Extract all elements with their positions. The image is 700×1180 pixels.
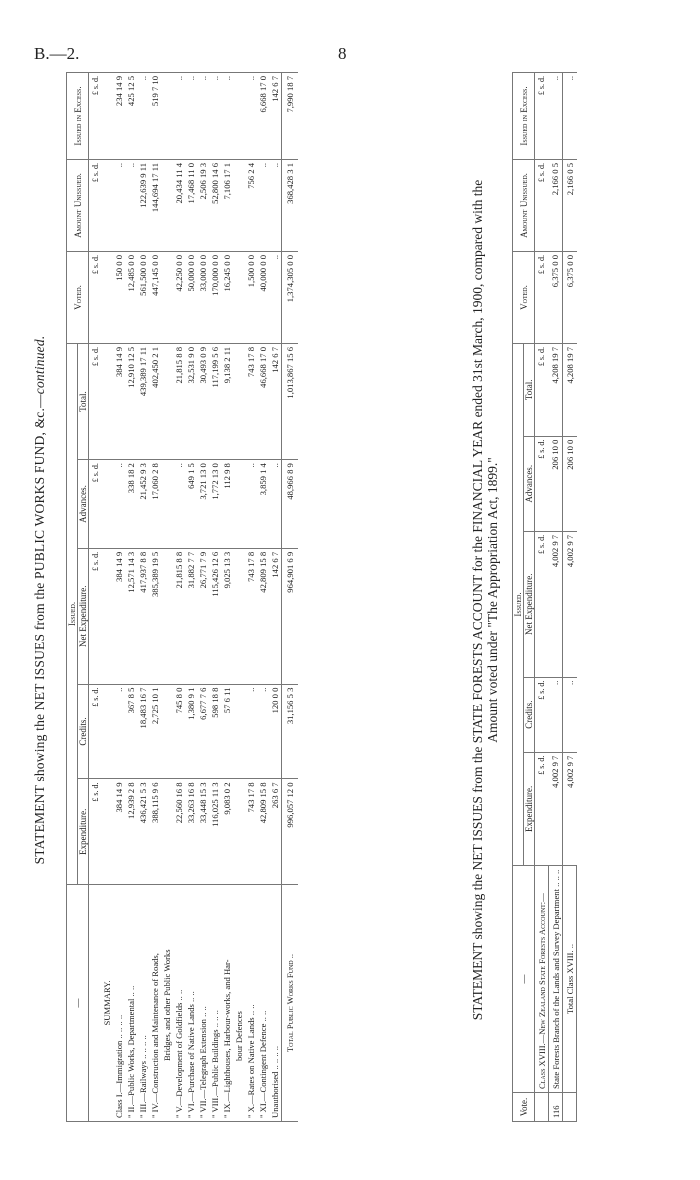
- col-voted: Voted.: [513, 252, 535, 344]
- cell-exc: ..: [173, 73, 185, 160]
- cell-adv: ..: [245, 460, 257, 549]
- cell-unis: 756 2 4: [245, 160, 257, 252]
- cell-voted: 150 0 0: [113, 252, 125, 344]
- table-row: [209, 73, 221, 1122]
- units: £ s. d.: [89, 252, 102, 344]
- cell-exp: [233, 779, 245, 885]
- cell-unis: 17,468 11 0: [185, 160, 197, 252]
- row-label: bour Defences: [233, 885, 245, 1122]
- page-ref: B.—2.: [34, 44, 80, 63]
- row-label: " IV.—Construction and Maintenance of Roads,: [149, 885, 161, 1122]
- cell-exc: 6,668 17 0: [257, 73, 269, 160]
- cell-voted: 1,500 0 0: [245, 252, 257, 344]
- cell-exc: ..: [185, 73, 197, 160]
- cell-unis: ..: [257, 160, 269, 252]
- row-label: State Forests Branch of the Lands and Survey Department .. .. ..: [549, 866, 563, 1093]
- total-cred: 31,156 5 3: [282, 684, 299, 779]
- cell-unis: 2,506 19 3: [197, 160, 209, 252]
- cell-exc: ..: [245, 73, 257, 160]
- cell-voted: 447,145 0 0: [149, 252, 161, 344]
- cell-voted: 6,375 0 0: [549, 252, 563, 344]
- table-row: [221, 73, 233, 1122]
- cell-net: 385,389 19 5: [149, 548, 161, 684]
- table-row: [185, 73, 197, 1122]
- cell-net: 384 14 9: [113, 548, 125, 684]
- cell-exp: 9,083 0 2: [221, 779, 233, 885]
- cell-excess: ..: [549, 73, 563, 160]
- cell-cred: 6,677 7 6: [197, 684, 209, 779]
- table-row: [197, 73, 209, 1122]
- cell-cred: 57 6 11: [221, 684, 233, 779]
- col-unissued: Amount Unissued.: [513, 160, 535, 252]
- cell-exp: 12,939 2 8: [125, 779, 137, 885]
- table-row: [137, 73, 149, 1122]
- cell-net: 12,571 14 3: [125, 548, 137, 684]
- cell-credits: ..: [549, 677, 563, 752]
- cell-exc: 425 12 5: [125, 73, 137, 160]
- cell-net: [233, 548, 245, 684]
- row-label: " III.—Railways .. .. .. ..: [137, 885, 149, 1122]
- total-voted: 6,375 0 0: [563, 252, 577, 344]
- cell-tot: 30,493 0 9: [197, 344, 209, 460]
- cell-cred: 120 0 0: [269, 684, 282, 779]
- cell-exp: 743 17 8: [245, 779, 257, 885]
- table-row: [257, 73, 269, 1122]
- table-row: [549, 73, 563, 1122]
- cell-voted: 40,000 0 0: [257, 252, 269, 344]
- cell-voted: 33,000 0 0: [197, 252, 209, 344]
- cell-voted: [161, 252, 173, 344]
- col-excess: Issued in Excess.: [67, 73, 89, 160]
- total-unis: 368,428 3 1: [282, 160, 299, 252]
- rotated-page-content: [30, 70, 680, 1130]
- cell-net: 31,882 7 7: [185, 548, 197, 684]
- table-row: [113, 73, 125, 1122]
- cell-exc: ..: [197, 73, 209, 160]
- cell-cred: [161, 684, 173, 779]
- units: £ s. d.: [535, 752, 549, 865]
- cell-unis: 122,639 9 11: [137, 160, 149, 252]
- table-row: [161, 73, 173, 1122]
- total-unissued: 2,166 0 5: [563, 160, 577, 252]
- cell-cred: 745 8 0: [173, 684, 185, 779]
- units: £ s. d.: [535, 531, 549, 677]
- cell-net: 4,002 9 7: [549, 531, 563, 677]
- cell-exc: [233, 73, 245, 160]
- cell-tot: [161, 344, 173, 460]
- cell-unissued: 2,166 0 5: [549, 160, 563, 252]
- total-expenditure: 4,002 9 7: [563, 752, 577, 865]
- cell-exp: 388,115 9 6: [149, 779, 161, 885]
- row-label: " VII.—Telegraph Extension .. ..: [197, 885, 209, 1122]
- statement1-title: STATEMENT showing the NET ISSUES from the PUBLIC WORKS FUND, &c.—continued.: [32, 335, 47, 865]
- units: £ s. d.: [89, 548, 102, 684]
- cell-net: 21,815 8 8: [173, 548, 185, 684]
- units: £ s. d.: [535, 344, 549, 437]
- units: £ s. d.: [89, 779, 102, 885]
- table-row: [269, 73, 282, 1122]
- cell-voted: [233, 252, 245, 344]
- units: £ s. d.: [535, 677, 549, 752]
- total-label: Total Public Works Fund ..: [282, 885, 299, 1122]
- cell-voted: ..: [269, 252, 282, 344]
- cell-exc: 234 14 9: [113, 73, 125, 160]
- col-net: Net Expenditure.: [524, 531, 535, 677]
- total-net: 964,901 6 9: [282, 548, 299, 684]
- cell-net: 417,937 8 8: [137, 548, 149, 684]
- cell-exc: ..: [137, 73, 149, 160]
- cell-net: 142 6 7: [269, 548, 282, 684]
- cell-adv: ..: [269, 460, 282, 549]
- cell-net: [161, 548, 173, 684]
- total-tot: 1,013,867 15 6: [282, 344, 299, 460]
- cell-voted: 42,250 0 0: [173, 252, 185, 344]
- cell-expenditure: 4,002 9 7: [549, 752, 563, 865]
- cell-exp: 33,263 16 8: [185, 779, 197, 885]
- cell-cred: 1,380 9 1: [185, 684, 197, 779]
- cell-exp: 42,809 15 8: [257, 779, 269, 885]
- units: £ s. d.: [89, 344, 102, 460]
- cell-adv: 649 1 5: [185, 460, 197, 549]
- cell-exp: 116,025 11 3: [209, 779, 221, 885]
- cell-tot: 46,668 17 0: [257, 344, 269, 460]
- row-label: " VI.—Purchase of Native Lands .. ..: [185, 885, 197, 1122]
- cell-exp: [161, 779, 173, 885]
- cell-unis: 144,694 17 11: [149, 160, 161, 252]
- col-credits: Credits.: [524, 677, 535, 752]
- col-issued: Issued.: [513, 344, 524, 866]
- total-total: 4,208 19 7: [563, 344, 577, 437]
- state-forests-table: [512, 72, 577, 1122]
- cell-adv: 3,859 1 4: [257, 460, 269, 549]
- cell-adv: 338 18 2: [125, 460, 137, 549]
- row-label: Class I.—Immigration .. .. .. ..: [113, 885, 125, 1122]
- cell-tot: 743 17 8: [245, 344, 257, 460]
- cell-tot: 9,138 2 11: [221, 344, 233, 460]
- col-unissued: Amount Unissued.: [67, 160, 89, 252]
- cell-exc: 142 6 7: [269, 73, 282, 160]
- summary-heading: SUMMARY.: [101, 885, 113, 1122]
- col-total: Total.: [78, 344, 89, 460]
- table-row: [245, 73, 257, 1122]
- cell-unis: 7,106 17 1: [221, 160, 233, 252]
- cell-unis: ..: [125, 160, 137, 252]
- cell-exc: 519 7 10: [149, 73, 161, 160]
- cell-tot: 12,910 12 5: [125, 344, 137, 460]
- units: £ s. d.: [535, 160, 549, 252]
- cell-cred: [233, 684, 245, 779]
- cell-cred: ..: [257, 684, 269, 779]
- cell-exp: 33,448 15 3: [197, 779, 209, 885]
- cell-adv: 1,772 13 0: [209, 460, 221, 549]
- cell-unis: 20,434 11 4: [173, 160, 185, 252]
- cell-cred: 598 18 8: [209, 684, 221, 779]
- cell-cred: ..: [245, 684, 257, 779]
- cell-net: 26,771 7 9: [197, 548, 209, 684]
- cell-voted: 50,000 0 0: [185, 252, 197, 344]
- col-expenditure: Expenditure.: [524, 752, 535, 865]
- total-exc: 7,990 18 7: [282, 73, 299, 160]
- col-advances: Advances.: [524, 436, 535, 531]
- cell-adv: [161, 460, 173, 549]
- cell-exc: ..: [221, 73, 233, 160]
- col-voted: Voted.: [67, 252, 89, 344]
- col-excess: Issued in Excess.: [513, 73, 535, 160]
- total-label: Total Class XVIII. ..: [563, 866, 577, 1093]
- total-row: [282, 73, 299, 1122]
- total-credits: ..: [563, 677, 577, 752]
- statement2-title: STATEMENT showing the NET ISSUES from the STATE FORESTS ACCOUNT for the FINANCIAL YEAR ended 31st March, 1900, compared with the Amount voted under "The Appropriation Act, 1899.": [470, 179, 500, 1021]
- row-label: " XI.—Contingent Defence .. ..: [257, 885, 269, 1122]
- cell-adv: 3,721 13 0: [197, 460, 209, 549]
- cell-tot: 21,815 8 8: [173, 344, 185, 460]
- col-dash: —: [513, 866, 535, 1093]
- cell-unis: [161, 160, 173, 252]
- units: £ s. d.: [89, 73, 102, 160]
- col-total: Total.: [524, 344, 535, 437]
- cell-net: 42,809 15 8: [257, 548, 269, 684]
- col-advances: Advances.: [78, 460, 89, 549]
- units: £ s. d.: [89, 684, 102, 779]
- cell-net: 743 17 8: [245, 548, 257, 684]
- units: £ s. d.: [535, 252, 549, 344]
- cell-adv: [233, 460, 245, 549]
- table-row: [233, 73, 245, 1122]
- cell-exc: [161, 73, 173, 160]
- table-row: [173, 73, 185, 1122]
- units: £ s. d.: [89, 160, 102, 252]
- row-label: Bridges, and other Public Works: [161, 885, 173, 1122]
- cell-tot: 384 14 9: [113, 344, 125, 460]
- cell-cred: 2,725 10 1: [149, 684, 161, 779]
- total-adv: 48,966 8 9: [282, 460, 299, 549]
- col-credits: Credits.: [78, 684, 89, 779]
- cell-voted: 170,000 0 0: [209, 252, 221, 344]
- cell-adv: 112 9 8: [221, 460, 233, 549]
- row-label: " II.—Public Works, Departmental .. ..: [125, 885, 137, 1122]
- cell-adv: 17,060 2 8: [149, 460, 161, 549]
- table-row: [149, 73, 161, 1122]
- cell-exc: ..: [209, 73, 221, 160]
- row-label: " X.—Rates on Native Lands .. ..: [245, 885, 257, 1122]
- cell-exp: 436,421 5 3: [137, 779, 149, 885]
- row-label: " IX.—Lighthouses, Harbour-works, and Har-: [221, 885, 233, 1122]
- table-row: [125, 73, 137, 1122]
- cell-advances: 206 10 0: [549, 436, 563, 531]
- col-expenditure: Expenditure.: [78, 779, 89, 885]
- cell-cred: ..: [113, 684, 125, 779]
- cell-cred: 367 8 5: [125, 684, 137, 779]
- cell-exp: 384 14 9: [113, 779, 125, 885]
- total-row: [563, 73, 577, 1122]
- cell-exp: 263 6 7: [269, 779, 282, 885]
- cell-cred: 18,483 16 7: [137, 684, 149, 779]
- vote-number: 116: [549, 1093, 563, 1122]
- cell-tot: 439,389 17 11: [137, 344, 149, 460]
- cell-unis: ..: [113, 160, 125, 252]
- total-advances: 206 10 0: [563, 436, 577, 531]
- units: £ s. d.: [535, 436, 549, 531]
- cell-unis: 52,800 14 6: [209, 160, 221, 252]
- page-number: 8: [338, 44, 347, 63]
- public-works-table: [66, 72, 298, 1122]
- cell-tot: [233, 344, 245, 460]
- total-voted: 1,374,305 0 0: [282, 252, 299, 344]
- row-label: " V.—Development of Goldfields .. ..: [173, 885, 185, 1122]
- col-dash: —: [67, 885, 89, 1122]
- total-exp: 996,057 12 0: [282, 779, 299, 885]
- col-issued: Issued.: [67, 344, 78, 885]
- row-label: Unauthorised .. .. .. ..: [269, 885, 282, 1122]
- units: £ s. d.: [535, 73, 549, 160]
- total-net: 4,002 9 7: [563, 531, 577, 677]
- units: £ s. d.: [89, 460, 102, 549]
- cell-voted: 561,500 0 0: [137, 252, 149, 344]
- cell-voted: 16,245 0 0: [221, 252, 233, 344]
- cell-total: 4,208 19 7: [549, 344, 563, 437]
- cell-net: 115,426 12 6: [209, 548, 221, 684]
- row-label: " VIII.—Public Buildings .. .. ..: [209, 885, 221, 1122]
- col-net: Net Expenditure.: [78, 548, 89, 684]
- cell-voted: 12,485 0 0: [125, 252, 137, 344]
- cell-tot: 402,450 2 1: [149, 344, 161, 460]
- total-excess: ..: [563, 73, 577, 160]
- cell-adv: ..: [113, 460, 125, 549]
- cell-tot: 32,531 9 0: [185, 344, 197, 460]
- cell-net: 9,025 13 3: [221, 548, 233, 684]
- cell-tot: 142 6 7: [269, 344, 282, 460]
- cell-unis: [233, 160, 245, 252]
- class-line: Class XVIII.—New Zealand State Forests Account:—: [535, 866, 549, 1093]
- cell-adv: ..: [173, 460, 185, 549]
- cell-tot: 117,199 5 6: [209, 344, 221, 460]
- cell-adv: 21,452 9 3: [137, 460, 149, 549]
- col-vote: Vote.: [513, 1093, 535, 1122]
- cell-unis: ..: [269, 160, 282, 252]
- cell-exp: 22,560 16 8: [173, 779, 185, 885]
